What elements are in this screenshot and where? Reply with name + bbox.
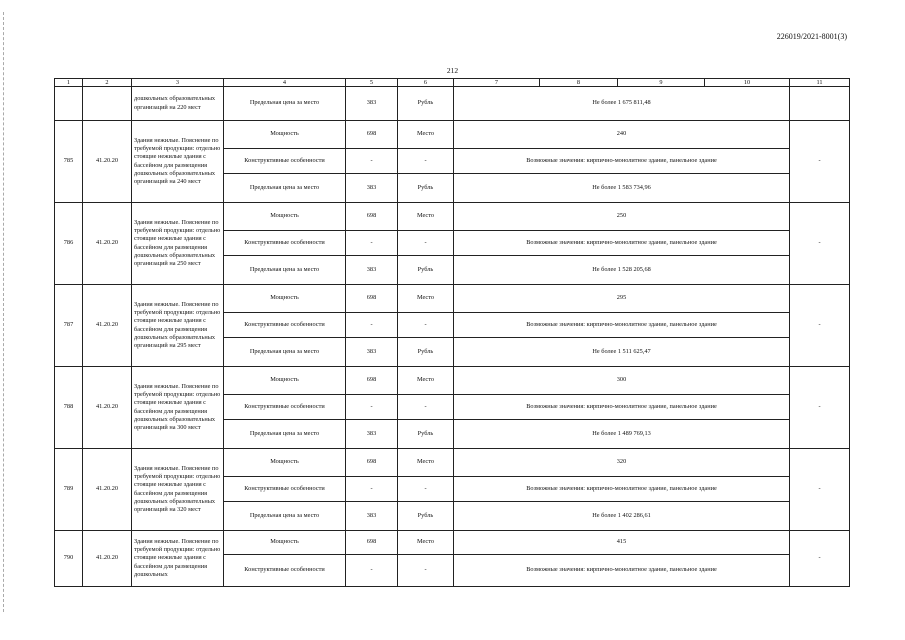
row-number: 786 (55, 203, 83, 285)
unit-name: Рубль (398, 87, 454, 121)
column-header: 9 (618, 79, 705, 87)
okei-code: - (346, 149, 398, 174)
item-name: Здания нежилые. Пояснение по требуемой продукции: отдельно стоящие нежилые здания с бассейном для размещения дошкольных (132, 531, 224, 587)
characteristic-name: Предельная цена за место (224, 502, 346, 531)
okei-code: 383 (346, 174, 398, 203)
unit-name: Рубль (398, 338, 454, 367)
unit-name: Место (398, 203, 454, 231)
column-header: 5 (346, 79, 398, 87)
characteristic-name: Мощность (224, 367, 346, 395)
requirements-table (54, 78, 850, 587)
characteristic-name: Предельная цена за место (224, 420, 346, 449)
okei-code: 383 (346, 256, 398, 285)
column-header: 3 (132, 79, 224, 87)
characteristic-value: 320 (454, 449, 790, 477)
item-name: Здания нежилые. Пояснение по требуемой продукции: отдельно стоящие нежилые здания с бассейном для размещения дошкольных образовательных организаций на 320 мест (132, 449, 224, 531)
okpd-code: 41.20.20 (83, 203, 132, 285)
characteristic-name: Предельная цена за место (224, 256, 346, 285)
document-number: 226019/2021-8001(3) (776, 32, 847, 41)
table-row (55, 203, 850, 231)
characteristic-name: Конструктивные особенности (224, 231, 346, 256)
left-margin-mark (3, 12, 5, 612)
okei-code: 383 (346, 420, 398, 449)
row-number: 790 (55, 531, 83, 587)
unit-name: Место (398, 449, 454, 477)
characteristic-name: Предельная цена за место (224, 174, 346, 203)
table-row (55, 87, 850, 121)
row-number: 785 (55, 121, 83, 203)
unit-name: - (398, 477, 454, 502)
column-11-value: - (790, 531, 850, 587)
item-name: Здания нежилые. Пояснение по требуемой продукции: отдельно стоящие нежилые здания с бассейном для размещения дошкольных образовательных организаций на 300 мест (132, 367, 224, 449)
characteristic-value: Не более 1 583 734,96 (454, 174, 790, 203)
unit-name: Место (398, 531, 454, 555)
column-11-value: - (790, 449, 850, 531)
unit-name: Рубль (398, 256, 454, 285)
okei-code: - (346, 231, 398, 256)
characteristic-value: 250 (454, 203, 790, 231)
okei-code: 383 (346, 338, 398, 367)
row-number: 789 (55, 449, 83, 531)
column-11-value: - (790, 121, 850, 203)
unit-name: Место (398, 121, 454, 149)
unit-name: - (398, 395, 454, 420)
okei-code: 383 (346, 502, 398, 531)
okei-code: - (346, 313, 398, 338)
characteristic-value: Не более 1 402 286,61 (454, 502, 790, 531)
column-header: 4 (224, 79, 346, 87)
column-11-value: - (790, 367, 850, 449)
okpd-code: 41.20.20 (83, 121, 132, 203)
column-header: 8 (540, 79, 618, 87)
column-11-value: - (790, 203, 850, 285)
characteristic-value: Не более 1 528 205,68 (454, 256, 790, 285)
column-header: 1 (55, 79, 83, 87)
okei-code: 698 (346, 203, 398, 231)
okei-code: - (346, 477, 398, 502)
unit-name: Место (398, 285, 454, 313)
table-row (55, 121, 850, 149)
unit-name: - (398, 555, 454, 587)
characteristic-value: Возможные значения: кирпично-монолитное здание, панельное здание (454, 477, 790, 502)
item-name: Здания нежилые. Пояснение по требуемой продукции: отдельно стоящие нежилые здания с бассейном для размещения дошкольных образовательных организаций на 295 мест (132, 285, 224, 367)
characteristic-name: Предельная цена за место (224, 87, 346, 121)
characteristic-value: Не более 1 489 769,13 (454, 420, 790, 449)
characteristic-value: Возможные значения: кирпично-монолитное здание, панельное здание (454, 231, 790, 256)
characteristic-value: 415 (454, 531, 790, 555)
table-row (55, 449, 850, 477)
characteristic-value: Возможные значения: кирпично-монолитное здание, панельное здание (454, 313, 790, 338)
item-name: дошкольных образовательных организаций на 220 мест (132, 87, 224, 121)
item-name: Здания нежилые. Пояснение по требуемой продукции: отдельно стоящие нежилые здания с бассейном для размещения дошкольных образовательных организаций на 240 мест (132, 121, 224, 203)
characteristic-name: Мощность (224, 531, 346, 555)
characteristic-value: 240 (454, 121, 790, 149)
unit-name: Место (398, 367, 454, 395)
characteristic-name: Мощность (224, 285, 346, 313)
unit-name: - (398, 313, 454, 338)
okpd-code: 41.20.20 (83, 531, 132, 587)
column-11-value: - (790, 285, 850, 367)
characteristic-name: Конструктивные особенности (224, 149, 346, 174)
row-number: 788 (55, 367, 83, 449)
column-header: 10 (705, 79, 790, 87)
characteristic-name: Предельная цена за место (224, 338, 346, 367)
column-header: 11 (790, 79, 850, 87)
characteristic-name: Мощность (224, 449, 346, 477)
column-header: 6 (398, 79, 454, 87)
okpd-code: 41.20.20 (83, 449, 132, 531)
table-row (55, 285, 850, 313)
okpd-code: 41.20.20 (83, 285, 132, 367)
okei-code: - (346, 395, 398, 420)
characteristic-value: 295 (454, 285, 790, 313)
page-number: 212 (446, 66, 459, 75)
characteristic-name: Мощность (224, 203, 346, 231)
column-header: 7 (454, 79, 540, 87)
okei-code: 698 (346, 285, 398, 313)
row-number: 787 (55, 285, 83, 367)
table-row (55, 531, 850, 555)
unit-name: Рубль (398, 502, 454, 531)
okei-code: 698 (346, 531, 398, 555)
characteristic-value: Возможные значения: кирпично-монолитное здание, панельное здание (454, 395, 790, 420)
item-name: Здания нежилые. Пояснение по требуемой продукции: отдельно стоящие нежилые здания с бассейном для размещения дошкольных образовательных организаций на 250 мест (132, 203, 224, 285)
unit-name: Рубль (398, 174, 454, 203)
okei-code: 698 (346, 449, 398, 477)
characteristic-value: 300 (454, 367, 790, 395)
characteristic-value: Не более 1 675 811,48 (454, 87, 790, 121)
unit-name: - (398, 231, 454, 256)
table-row (55, 367, 850, 395)
characteristic-name: Конструктивные особенности (224, 477, 346, 502)
okei-code: 383 (346, 87, 398, 121)
characteristic-value: Возможные значения: кирпично-монолитное здание, панельное здание (454, 149, 790, 174)
unit-name: Рубль (398, 420, 454, 449)
characteristic-name: Конструктивные особенности (224, 395, 346, 420)
column-number-row (55, 79, 850, 87)
characteristic-value: Возможные значения: кирпично-монолитное здание, панельное здание (454, 555, 790, 587)
characteristic-name: Конструктивные особенности (224, 313, 346, 338)
okei-code: 698 (346, 121, 398, 149)
unit-name: - (398, 149, 454, 174)
okei-code: 698 (346, 367, 398, 395)
column-header: 2 (83, 79, 132, 87)
characteristic-value: Не более 1 511 625,47 (454, 338, 790, 367)
characteristic-name: Конструктивные особенности (224, 555, 346, 587)
okpd-code: 41.20.20 (83, 367, 132, 449)
okei-code: - (346, 555, 398, 587)
characteristic-name: Мощность (224, 121, 346, 149)
